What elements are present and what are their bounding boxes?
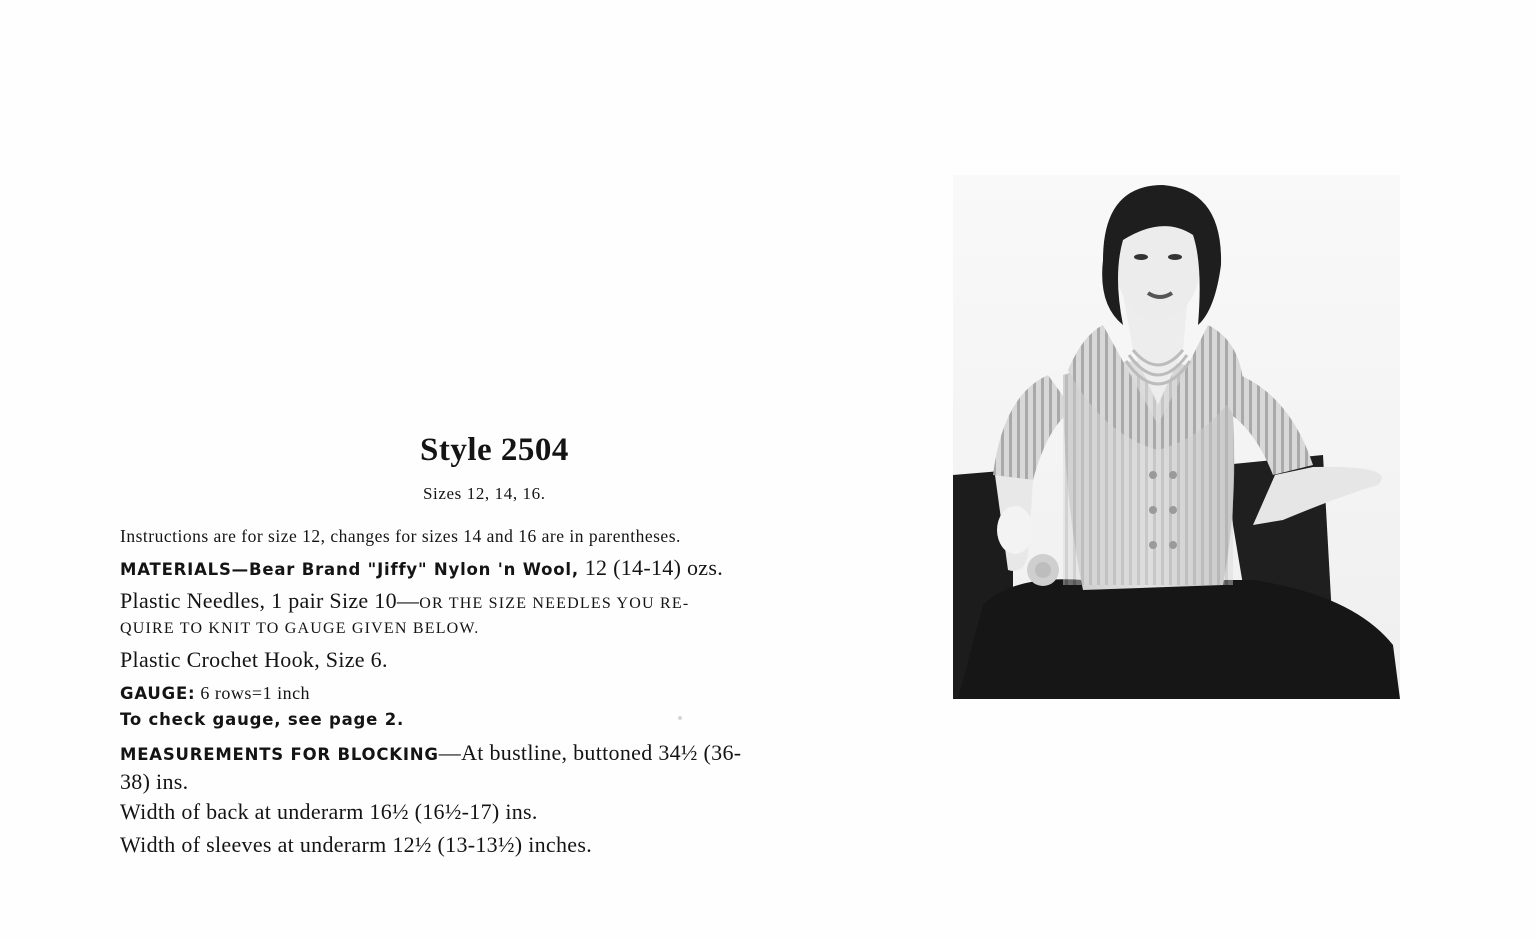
needles-text: Plastic Needles, 1 pair Size 10— xyxy=(120,588,420,613)
gauge-line xyxy=(120,683,310,704)
intro-text: Instructions are for size 12, changes for sizes 14 and 16 are in parentheses. xyxy=(120,526,681,546)
needles-caps-continued: QUIRE TO KNIT TO GAUGE GIVEN BELOW. xyxy=(120,620,480,637)
materials-amount: 12 (14-14) ozs. xyxy=(578,555,724,580)
gauge-value: 6 rows=1 inch xyxy=(195,683,311,703)
needles-caps: OR THE SIZE NEEDLES YOU RE- xyxy=(419,595,690,612)
gauge-check: To check gauge, see page 2. xyxy=(120,710,405,729)
model-photo-illustration xyxy=(953,175,1400,699)
materials-line xyxy=(120,555,723,581)
measurements-line xyxy=(120,740,741,766)
style-title: Style 2504 xyxy=(420,432,569,468)
needles-line xyxy=(120,588,689,614)
materials-label: MATERIALS—Bear Brand "Jiffy" Nylon 'n Wool, xyxy=(120,560,579,579)
sleeve-width: Width of sleeves at underarm 12½ (13-13½) inches. xyxy=(120,832,593,857)
glove xyxy=(997,506,1033,554)
measurements-label: MEASUREMENTS FOR BLOCKING xyxy=(120,745,439,764)
gauge-label: GAUGE: xyxy=(120,684,196,703)
model-photo xyxy=(953,175,1400,699)
sizes-line: Sizes 12, 14, 16. xyxy=(423,484,546,503)
measurements-text: —At bustline, buttoned 34½ (36- xyxy=(438,740,742,765)
paper-speck xyxy=(678,716,682,720)
measurements-continued: 38) ins. xyxy=(120,769,189,794)
crochet-hook: Plastic Crochet Hook, Size 6. xyxy=(120,647,388,672)
back-width: Width of back at underarm 16½ (16½-17) ins. xyxy=(120,799,538,824)
